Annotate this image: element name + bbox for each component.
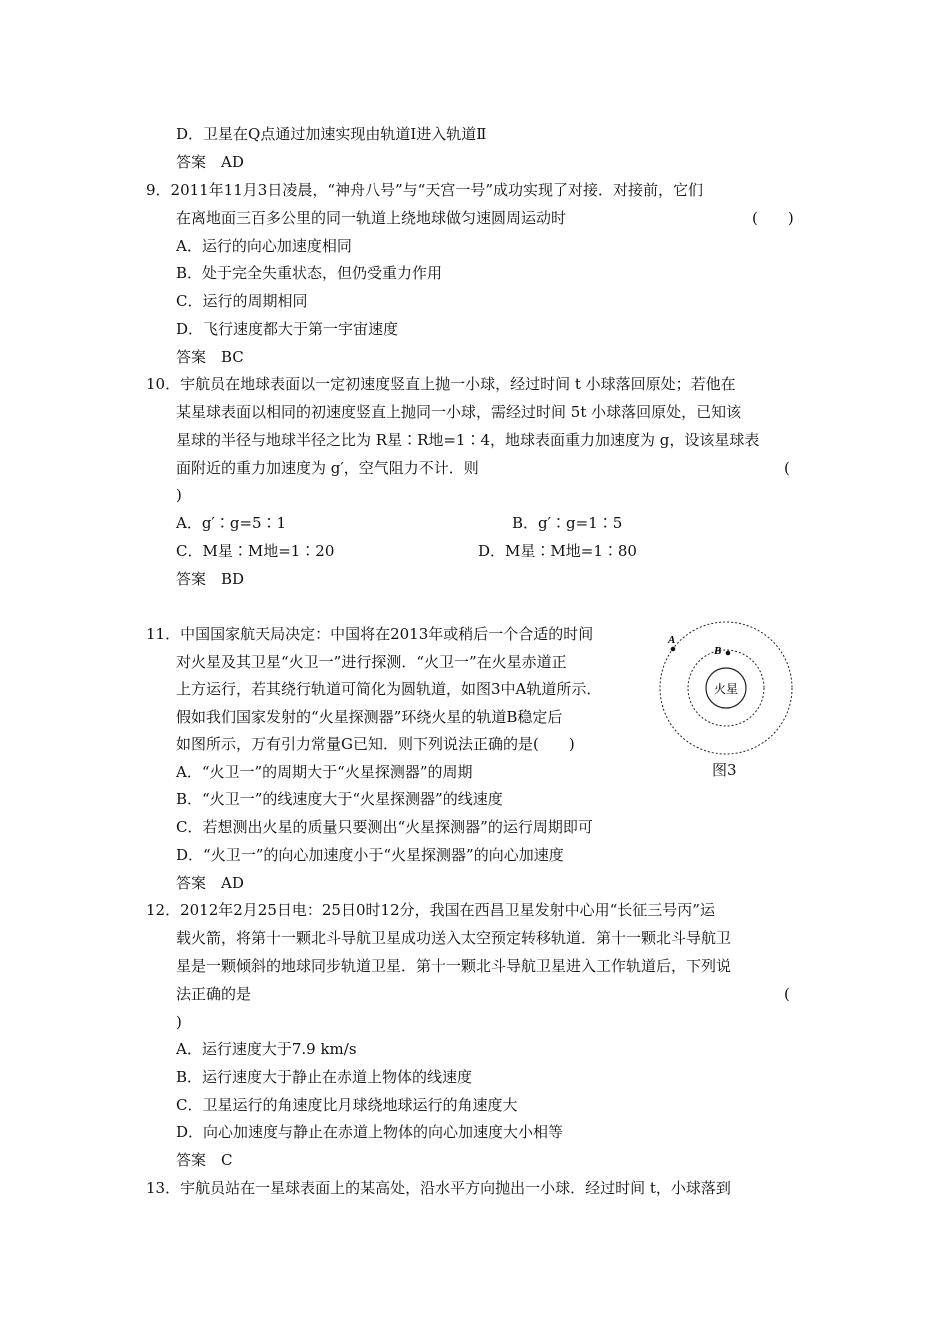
q10-paren-open: (: [784, 459, 790, 477]
q10-option-d: D．M星∶M地=1∶80: [478, 542, 637, 560]
q8-option-d: D．卫星在Q点通过加速实现由轨道Ⅰ进入轨道Ⅱ: [176, 125, 487, 143]
q12-stem-3: 星是一颗倾斜的地球同步轨道卫星．第十一颗北斗导航卫星进入工作轨道后，下列说: [176, 957, 732, 975]
q12-stem-2: 载火箭，将第十一颗北斗导航卫星成功送入太空预定转移轨道．第十一颗北斗导航卫: [176, 929, 732, 947]
q12-paren-open: (: [784, 985, 790, 1003]
q9-answer: 答案 BC: [176, 348, 244, 366]
orbit-figure: [656, 618, 796, 762]
q9-option-d: D．飞行速度都大于第一宇宙速度: [176, 320, 399, 338]
q11-option-d: D．“火卫一”的向心加速度小于“火星探测器”的向心加速度: [176, 846, 564, 864]
moon-a-dot: [671, 647, 676, 652]
q11-option-c: C．若想测出火星的质量只要测出“火星探测器”的运行周期即可: [176, 818, 593, 836]
q10-option-b: B．g′∶g=1∶5: [512, 514, 623, 532]
q11-stem-4: 假如我们国家发射的“火星探测器”环绕火星的轨道B稳定后: [176, 708, 563, 726]
label-b: B: [714, 645, 722, 657]
orbit-diagram: [656, 618, 796, 758]
q12-option-c: C．卫星运行的角速度比月球绕地球运行的角速度大: [176, 1096, 518, 1114]
q10-paren-close: ): [176, 486, 182, 504]
probe-b-dot: [726, 651, 731, 656]
mars-label: 火星: [713, 682, 739, 696]
q12-option-a: A．运行速度大于7.9 km/s: [176, 1040, 357, 1058]
q11-answer: 答案 AD: [176, 874, 244, 892]
q9-stem-2: 在离地面三百多公里的同一轨道上绕地球做匀速圆周运动时: [176, 209, 567, 227]
q11-option-b: B．“火卫一”的线速度大于“火星探测器”的线速度: [176, 790, 503, 808]
q11-option-a: A．“火卫一”的周期大于“火星探测器”的周期: [176, 763, 473, 781]
q12-answer: 答案 C: [176, 1151, 233, 1169]
q10-stem-1: 10．宇航员在地球表面以一定初速度竖直上抛一小球，经过时间 t 小球落回原处；若他在: [146, 375, 736, 393]
q12-option-b: B．运行速度大于静止在赤道上物体的线速度: [176, 1068, 473, 1086]
q9-stem-1: 9．2011年11月3日凌晨，“神舟八号”与“天宫一号”成功实现了对接．对接前，它们: [146, 181, 704, 199]
q10-stem-3: 星球的半径与地球半径之比为 R星∶R地=1∶4，地球表面重力加速度为 g，设该星球表: [176, 431, 760, 449]
q11-stem-1: 11．中国国家航天局决定：中国将在2013年或稍后一个合适的时间: [146, 625, 594, 643]
q11-stem-2: 对火星及其卫星“火卫一”进行探测．“火卫一”在火星赤道正: [176, 653, 567, 671]
q12-stem-4: 法正确的是: [176, 985, 252, 1003]
q12-stem-1: 12．2012年2月25日电：25日0时12分，我国在西昌卫星发射中心用“长征三号丙”运: [146, 901, 715, 919]
q10-stem-2: 某星球表面以相同的初速度竖直上抛同一小球，需经过时间 5t 小球落回原处，已知该: [176, 403, 742, 421]
q13-stem-1: 13．宇航员站在一星球表面上的某高处，沿水平方向抛出一小球．经过时间 t，小球落到: [146, 1179, 731, 1197]
q11-stem-3: 上方运行，若其绕行轨道可简化为圆轨道，如图3中A轨道所示．: [176, 680, 602, 698]
q9-option-b: B．处于完全失重状态，但仍受重力作用: [176, 264, 443, 282]
q10-answer: 答案 BD: [176, 570, 245, 588]
q11-stem-5: 如图所示，万有引力常量G已知．则下列说法正确的是( ): [176, 735, 575, 753]
q12-paren-close: ): [176, 1013, 182, 1031]
figure-caption: 图3: [712, 761, 737, 779]
label-a: A: [668, 634, 676, 646]
q9-option-a: A．运行的向心加速度相同: [176, 237, 352, 255]
q9-option-c: C．运行的周期相同: [176, 292, 308, 310]
q9-answer-blank: ( ): [752, 209, 794, 227]
q10-option-a: A．g′∶g=5∶1: [176, 514, 287, 532]
q12-option-d: D．向心加速度与静止在赤道上物体的向心加速度大小相等: [176, 1123, 564, 1141]
q10-option-c: C．M星∶M地=1∶20: [176, 542, 335, 560]
q10-stem-4: 面附近的重力加速度为 g′，空气阻力不计．则: [176, 459, 479, 477]
q8-answer: 答案 AD: [176, 153, 244, 171]
